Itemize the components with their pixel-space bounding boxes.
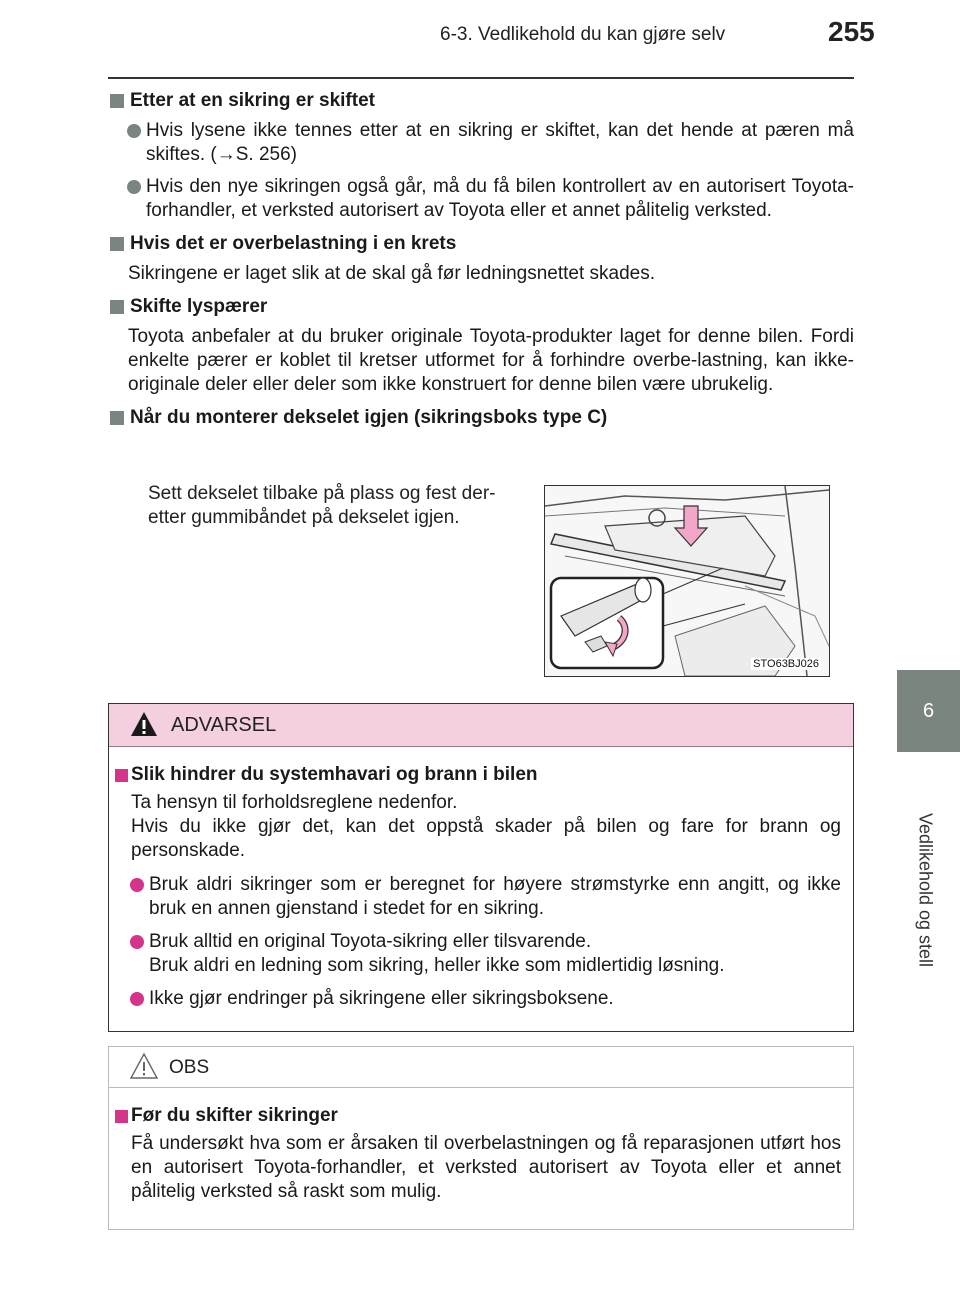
warning-bullet — [115, 987, 841, 1011]
bullet-item — [108, 119, 854, 167]
chapter-label-text: Vedlikehold og stell — [915, 812, 936, 968]
warning-bullet-text: Bruk aldri sikringer som er beregnet for høyere strømstyrke enn angitt, og ikke bruk en annen gjenstand i stedet for en sikring. — [149, 874, 841, 919]
square-bullet-icon — [115, 769, 128, 782]
warning-header — [109, 704, 853, 747]
warning-bullet-text: Ikke gjør endringer på sikringene eller sikringsboksene. — [149, 988, 614, 1009]
warning-bullet — [115, 873, 841, 921]
chapter-number: 6 — [922, 700, 935, 722]
paragraph: Sikringene er laget slik at de skal gå før ledningsnettet skades. — [128, 263, 656, 284]
square-bullet-icon — [110, 300, 124, 314]
warning-bullet-text: Bruk alltid en original Toyota-sikring eller tilsvarende. — [149, 931, 592, 952]
warning-bullet-text: Bruk aldri en ledning som sikring, heller ikke som midlertidig løsning. — [149, 955, 725, 976]
chapter-tab — [897, 670, 960, 752]
circle-bullet-icon — [130, 992, 144, 1006]
caution-triangle-icon — [129, 1052, 159, 1080]
warning-triangle-icon — [130, 711, 158, 737]
fuse-box-cover-illustration — [544, 485, 830, 677]
notice-header — [109, 1047, 853, 1088]
warning-intro-line: Hvis du ikke gjør det, kan det oppstå skader på bilen og fare for brann og personskade. — [131, 816, 841, 861]
section-title: 6-3. Vedlikehold du kan gjøre selv — [440, 24, 726, 45]
header-rule — [108, 77, 854, 79]
section-heading-text: Når du monterer dekselet igjen (sikringsboks type C) — [130, 407, 608, 428]
section-heading — [108, 294, 854, 319]
bullet-text: Hvis den nye sikringen også går, må du få bilen kontrollert av en autorisert Toyota-forhandler, et verksted autorisert av Toyota eller et annet pålitelig verksted. — [146, 176, 854, 221]
section-heading-text: Hvis det er overbelastning i en krets — [130, 233, 457, 254]
warning-intro — [115, 791, 841, 863]
circle-bullet-icon — [130, 878, 144, 892]
warning-intro-line: Ta hensyn til forholdsreglene nedenfor. — [131, 792, 458, 813]
square-bullet-icon — [110, 411, 124, 425]
section-heading-text: Skifte lyspærer — [130, 296, 268, 317]
notice-body — [109, 1088, 853, 1204]
bullet-text: Hvis lysene ikke tennes etter at en sikring er skiftet, kan det hende at pæren må skiftes. (→S. 256) — [146, 120, 854, 165]
engine-bay-drawing — [545, 486, 829, 676]
circle-bullet-icon — [127, 124, 141, 138]
circle-bullet-icon — [130, 935, 144, 949]
figure-instruction: Sett dekselet tilbake på plass og fest der-etter gummibåndet på dekselet igjen. — [148, 483, 496, 528]
notice-text: Få undersøkt hva som er årsaken til overbelastningen og få reparasjonen utført hos en autorisert Toyota-forhandler, et verksted autorisert av Toyota eller et annet pålitelig verksted så raskt som mulig. — [131, 1133, 841, 1202]
notice-heading-text: Før du skifter sikringer — [131, 1105, 338, 1126]
square-bullet-icon — [110, 237, 124, 251]
main-content — [108, 88, 854, 436]
page-number: 255 — [828, 16, 875, 47]
chapter-label — [880, 812, 960, 968]
warning-title: ADVARSEL — [171, 714, 277, 736]
section-heading — [108, 231, 854, 256]
section-heading — [108, 88, 854, 113]
square-bullet-icon — [110, 94, 124, 108]
notice-heading — [115, 1104, 841, 1128]
section-heading — [108, 405, 854, 430]
warning-heading-text: Slik hindrer du systemhavari og brann i bilen — [131, 764, 538, 785]
warning-bullet — [115, 930, 841, 978]
warning-box — [108, 703, 854, 1032]
section-heading-text: Etter at en sikring er skiftet — [130, 90, 375, 111]
paragraph: Toyota anbefaler at du bruker originale Toyota-produkter laget for denne bilen. Fordi enkelte pærer er koblet til kretser utformet for å forhindre overbe-lastning, kan ikke-originale deler eller deler som ikke konstruert for denne bilen være ubrukelig. — [128, 326, 854, 395]
circle-bullet-icon — [127, 180, 141, 194]
notice-box — [108, 1046, 854, 1230]
warning-heading — [115, 763, 841, 787]
notice-title: OBS — [169, 1057, 210, 1078]
square-bullet-icon — [115, 1110, 128, 1123]
figure-code: STO63BJ026 — [753, 658, 819, 670]
bullet-item — [108, 175, 854, 223]
warning-body — [109, 747, 853, 1011]
